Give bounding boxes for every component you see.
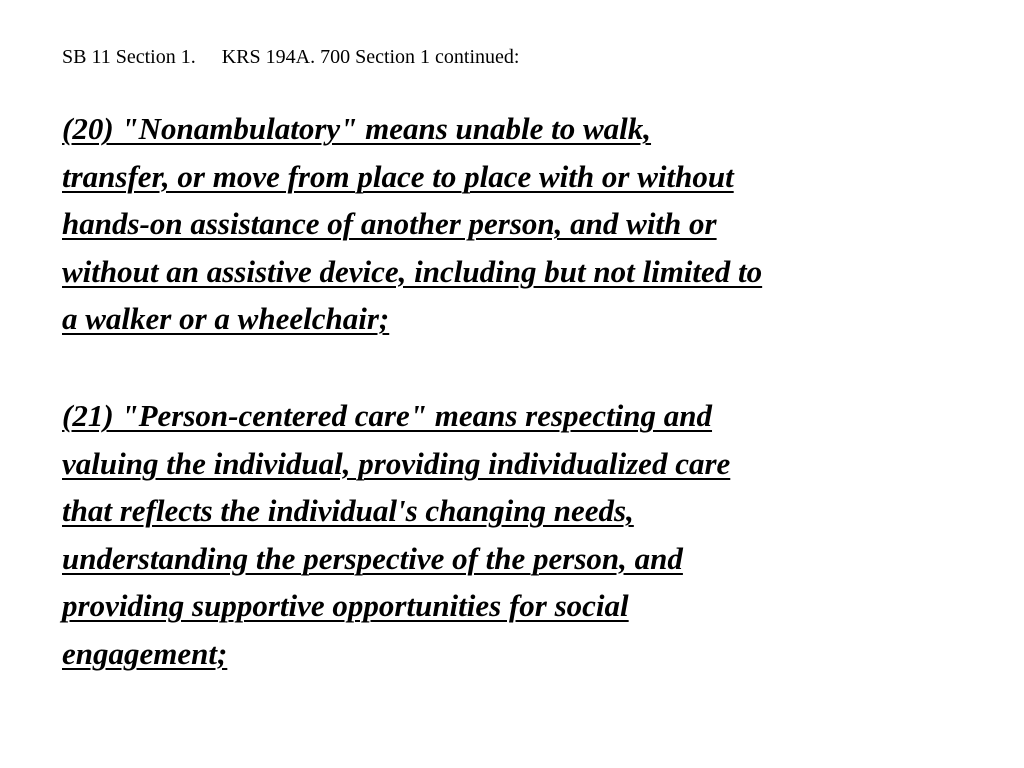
definition-20-line: transfer, or move from place to place with or without (62, 158, 734, 194)
definition-21 (62, 392, 982, 677)
definition-20-line: hands-on assistance of another person, and with or (62, 206, 717, 241)
definition-21-line: valuing the individual, providing individualized care (62, 445, 731, 481)
definition-20 (62, 105, 982, 343)
definition-20-line: without an assistive device, including but not limited to (62, 253, 763, 289)
definition-21-line: that reflects the individual's changing needs, (62, 493, 634, 528)
definition-21-line: providing supportive opportunities for social (62, 588, 629, 623)
definition-21-line: (21) "Person-centered care" means respecting and (62, 398, 713, 433)
slide-header (62, 44, 519, 70)
header-continued-label: KRS 194A. 700 Section 1 continued: (221, 46, 520, 68)
header-section-label: SB 11 Section 1. (62, 46, 196, 68)
definition-21-line: engagement; (62, 635, 228, 671)
definition-20-line: a walker or a wheelchair; (62, 301, 390, 336)
definition-21-line: understanding the perspective of the person, and (62, 540, 683, 576)
definition-20-line: (20) "Nonambulatory" means unable to walk, (62, 111, 652, 146)
